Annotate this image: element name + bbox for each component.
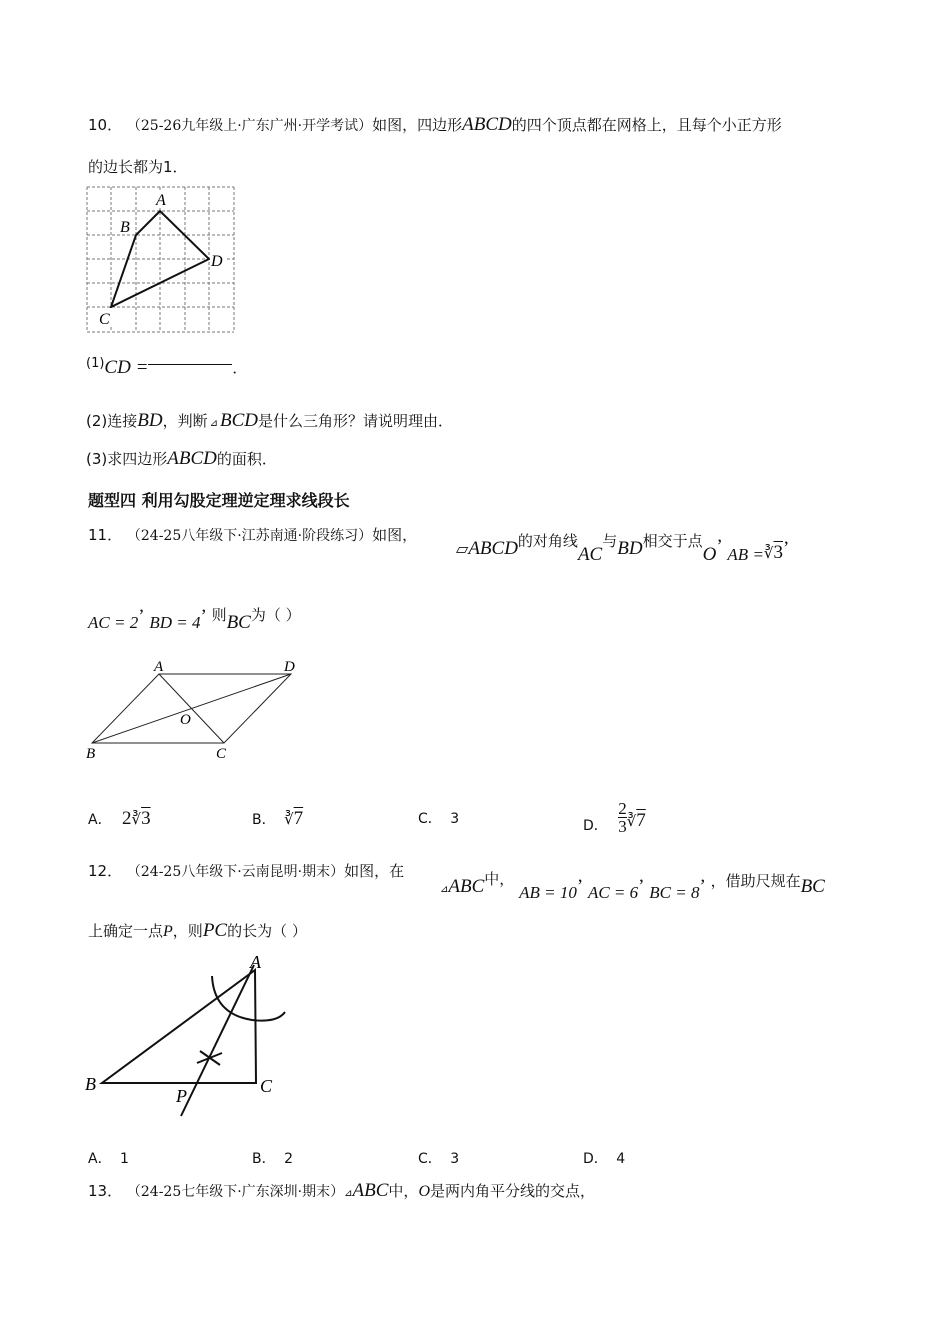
option-text: 2	[284, 1151, 293, 1167]
text: 中，	[388, 1182, 419, 1200]
section-title: 题型四 利用勾股定理逆定理求线段长	[88, 491, 350, 510]
comma: ’	[699, 876, 706, 897]
text: 连接	[107, 412, 138, 430]
text: 如图，在	[344, 862, 405, 880]
option-letter: C．	[418, 1151, 442, 1167]
option-letter: C．	[418, 811, 442, 827]
label-o: O	[180, 712, 191, 728]
text: ，借助尺规在	[710, 872, 801, 890]
triangle-abc: ABC	[352, 1180, 389, 1201]
label-d: D	[284, 659, 295, 675]
fraction	[618, 800, 627, 836]
q10-stem: 如图，四边形	[372, 116, 463, 134]
comma: ’	[782, 538, 790, 559]
text: 则	[211, 606, 227, 624]
q10-line1	[88, 114, 782, 136]
option-letter: A．	[88, 812, 112, 828]
sqrt-icon: ∛	[626, 814, 637, 830]
comma: ’	[576, 876, 584, 897]
segment-bc: BC	[226, 612, 251, 633]
construction-arc	[212, 976, 285, 1021]
q10-part3	[86, 448, 277, 470]
ab-value: AB = 10	[519, 883, 577, 902]
quad-abcd: ABCD	[167, 448, 217, 469]
text: 相交于点	[642, 532, 703, 550]
option-letter: D．	[583, 1151, 608, 1167]
text: 与	[602, 532, 618, 550]
parallelogram-icon: ▱	[456, 539, 469, 558]
option-letter: B．	[252, 1151, 276, 1167]
option-radicand: 7	[636, 810, 646, 831]
segment-pc: PC	[202, 920, 228, 941]
answer-blank[interactable]	[148, 364, 232, 365]
q11-number: 11．	[88, 526, 123, 544]
q10-part2	[86, 410, 453, 432]
triangle-abc	[102, 970, 256, 1083]
text: ，则	[172, 922, 203, 940]
option-letter: A．	[88, 1151, 112, 1167]
comma: ’	[138, 606, 145, 627]
segment-ac: AC	[577, 544, 603, 565]
ab-expression: AB =	[727, 545, 764, 564]
segment-bd: BD	[137, 410, 163, 431]
label-c: C	[99, 311, 110, 328]
label-a: A	[156, 192, 166, 209]
q11-line2	[88, 604, 301, 634]
option-letter: B．	[252, 812, 276, 828]
triangle-icon: ⊿	[209, 418, 218, 429]
bd-value: BD = 4	[149, 613, 201, 632]
bc-value: BC = 8	[649, 883, 700, 902]
ac-value: AC = 2	[88, 613, 139, 632]
bisector-line	[181, 965, 254, 1116]
sqrt-icon: ∛	[763, 546, 774, 562]
arc-mark-2	[197, 1053, 222, 1063]
q12-number: 12．	[88, 862, 123, 880]
denominator: 3	[618, 817, 627, 836]
ac-value: AC = 6	[587, 883, 639, 902]
text: ，判断	[162, 412, 208, 430]
label-b: B	[85, 1074, 96, 1094]
label-a: A	[250, 952, 261, 972]
part-number: (3)	[86, 450, 108, 468]
q12-source: （24-25八年级下·云南昆明·期末）	[126, 864, 345, 880]
q10-grid-figure	[86, 186, 236, 334]
option-radicand: 3	[141, 808, 151, 829]
q12-option-c[interactable]	[418, 1148, 459, 1168]
period: ．	[232, 359, 248, 377]
q10-line2: 的边长都为1．	[88, 158, 188, 176]
q11-option-b[interactable]	[252, 808, 303, 830]
q12-option-d[interactable]	[583, 1148, 625, 1168]
text: 求四边形	[107, 450, 168, 468]
label-c: C	[260, 1076, 273, 1096]
ab-radicand: 3	[773, 542, 783, 563]
q10-part1	[86, 356, 247, 379]
option-text: 3	[450, 1151, 460, 1167]
part-number: (2)	[86, 412, 108, 430]
label-c: C	[216, 746, 227, 762]
sqrt-icon: ∛	[284, 812, 294, 828]
comma: ’	[638, 876, 645, 897]
text: 上确定一点	[88, 922, 164, 940]
point-o: O	[418, 1183, 430, 1200]
label-b: B	[120, 219, 130, 236]
comma: ’	[716, 536, 723, 557]
q10-quad: ABCD	[462, 114, 512, 135]
text: 为（ ）	[250, 606, 301, 624]
option-text: 3	[450, 811, 460, 827]
option-text: 4	[616, 1151, 626, 1167]
q11-line1b	[456, 530, 789, 566]
numerator: 2	[618, 799, 627, 818]
q12-triangle-figure	[82, 950, 292, 1120]
point-p: P	[163, 923, 173, 940]
q12-line1	[88, 860, 404, 881]
q11-parallelogram-figure	[84, 654, 304, 764]
label-p: P	[176, 1086, 187, 1106]
segment-bd: BD	[617, 538, 643, 559]
q11-option-a[interactable]	[88, 808, 151, 830]
q11-option-d[interactable]	[583, 800, 646, 836]
para-abcd: ABCD	[468, 538, 518, 559]
text: 是什么三角形？请说明理由．	[258, 412, 454, 430]
label-b: B	[86, 746, 96, 762]
option-radicand: 7	[293, 808, 304, 829]
text: 是两内角平分线的交点，	[430, 1182, 596, 1200]
q12-line2	[88, 920, 307, 942]
text: 的面积．	[216, 450, 277, 468]
q12-option-a[interactable]	[88, 1148, 129, 1168]
option-letter: D．	[583, 818, 608, 834]
triangle-icon: ⊿	[440, 884, 449, 895]
q10-number: 10．	[88, 116, 123, 134]
q13-line1	[88, 1180, 595, 1202]
q13-source: （24-25七年级下·广东深圳·期末）	[126, 1184, 345, 1200]
triangle-icon: ⊿	[344, 1188, 353, 1199]
point-o: O	[702, 544, 717, 565]
option-coef: 2	[122, 808, 132, 829]
text: 中，	[484, 870, 515, 888]
q12-option-b[interactable]	[252, 1148, 293, 1168]
text: 如图，	[372, 526, 418, 544]
cd-expression: CD =	[104, 357, 149, 378]
text: 的对角线	[517, 532, 578, 550]
text: 的长为（ ）	[227, 922, 307, 940]
comma: ’	[200, 606, 207, 627]
label-d: D	[211, 253, 223, 270]
q13-number: 13．	[88, 1182, 123, 1200]
option-text: 1	[120, 1151, 129, 1167]
triangle-bcd: BCD	[220, 410, 258, 431]
q11-line1	[88, 524, 417, 545]
q10-stem-b: 的四个顶点都在网格上，且每个小正方形	[511, 116, 782, 134]
label-a: A	[154, 659, 164, 675]
q11-option-c[interactable]	[418, 808, 459, 828]
sqrt-icon: ∛	[131, 812, 142, 828]
diagonal-bd	[92, 674, 291, 743]
q11-source: （24-25八年级下·江苏南通·阶段练习）	[126, 528, 373, 544]
triangle-abc: ABC	[448, 876, 485, 897]
part-number: (1)	[86, 356, 105, 371]
q12-line1b	[440, 868, 825, 903]
segment-bc: BC	[800, 876, 825, 897]
q10-source: （25-26九年级上·广东广州·开学考试）	[126, 118, 373, 134]
